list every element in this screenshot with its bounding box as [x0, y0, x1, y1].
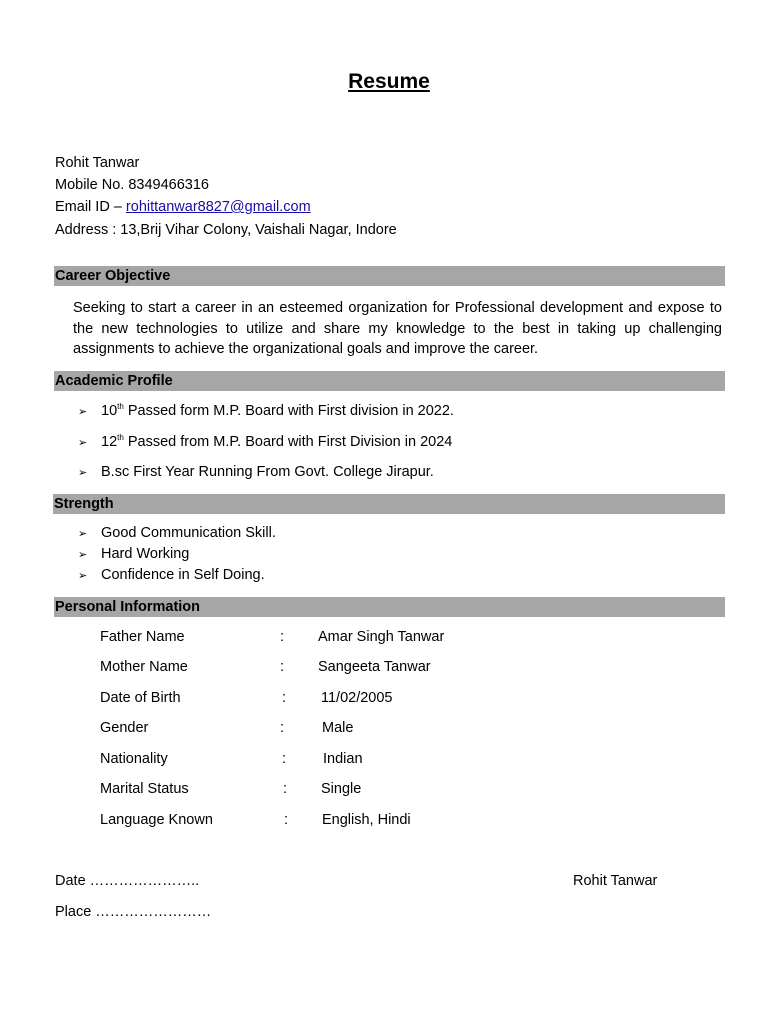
- section-heading-strength: Strength: [53, 494, 725, 514]
- personal-value: 11/02/2005: [321, 690, 393, 706]
- personal-label: Father Name: [100, 629, 185, 645]
- bullet-arrow-icon: ➢: [78, 549, 88, 561]
- personal-value: Indian: [323, 751, 363, 767]
- section-heading-career: Career Objective: [54, 266, 725, 286]
- personal-value: Male: [322, 720, 354, 736]
- personal-label: Date of Birth: [100, 690, 181, 706]
- personal-value: Amar Singh Tanwar: [318, 629, 445, 645]
- personal-label: Nationality: [100, 751, 168, 767]
- personal-colon: :: [280, 629, 285, 645]
- strength-item: Good Communication Skill.: [101, 525, 276, 541]
- contact-name: Rohit Tanwar: [55, 155, 140, 171]
- bullet-arrow-icon: ➢: [78, 406, 88, 418]
- footer-signature: Rohit Tanwar: [573, 873, 658, 889]
- academic-item: 12th Passed from M.P. Board with First Division in 2024: [101, 433, 453, 450]
- personal-colon: :: [282, 690, 287, 706]
- email-link[interactable]: rohittanwar8827@gmail.com: [125, 199, 311, 215]
- personal-label: Marital Status: [100, 781, 189, 797]
- bullet-arrow-icon: ➢: [78, 467, 88, 479]
- personal-label: Gender: [100, 720, 149, 736]
- bullet-arrow-icon: ➢: [78, 437, 88, 449]
- personal-label: Language Known: [100, 812, 213, 828]
- strength-item: Confidence in Self Doing.: [101, 567, 265, 583]
- section-heading-personal: Personal Information: [54, 597, 725, 617]
- contact-email-line: [55, 199, 311, 215]
- footer-place: Place ……………………: [55, 904, 212, 920]
- personal-colon: :: [284, 812, 289, 828]
- personal-colon: :: [280, 659, 285, 675]
- personal-value: Single: [321, 781, 362, 797]
- section-heading-academic: Academic Profile: [54, 371, 725, 391]
- contact-mobile: Mobile No. 8349466316: [55, 177, 209, 193]
- personal-value: Sangeeta Tanwar: [318, 659, 431, 675]
- academic-item: B.sc First Year Running From Govt. College Jirapur.: [101, 464, 434, 480]
- footer-date: Date …………………..: [55, 873, 200, 889]
- email-label: Email ID –: [55, 199, 126, 215]
- personal-colon: :: [280, 720, 285, 736]
- strength-item: Hard Working: [101, 546, 190, 562]
- personal-colon: :: [282, 751, 287, 767]
- personal-value: English, Hindi: [322, 812, 411, 828]
- personal-colon: :: [283, 781, 288, 797]
- personal-label: Mother Name: [100, 659, 188, 675]
- bullet-arrow-icon: ➢: [78, 528, 88, 540]
- academic-item: 10th Passed form M.P. Board with First division in 2022.: [101, 402, 454, 419]
- career-objective-text: Seeking to start a career in an esteemed organization for Professional development and expose to the new technologies to utilize and share my knowledge to the best in taking up challenging assignments to achieve the organizational goals and improve the career.: [73, 300, 722, 357]
- bullet-arrow-icon: ➢: [78, 570, 88, 582]
- contact-address: Address : 13,Brij Vihar Colony, Vaishali Nagar, Indore: [55, 222, 397, 238]
- page-title: Resume: [348, 70, 430, 93]
